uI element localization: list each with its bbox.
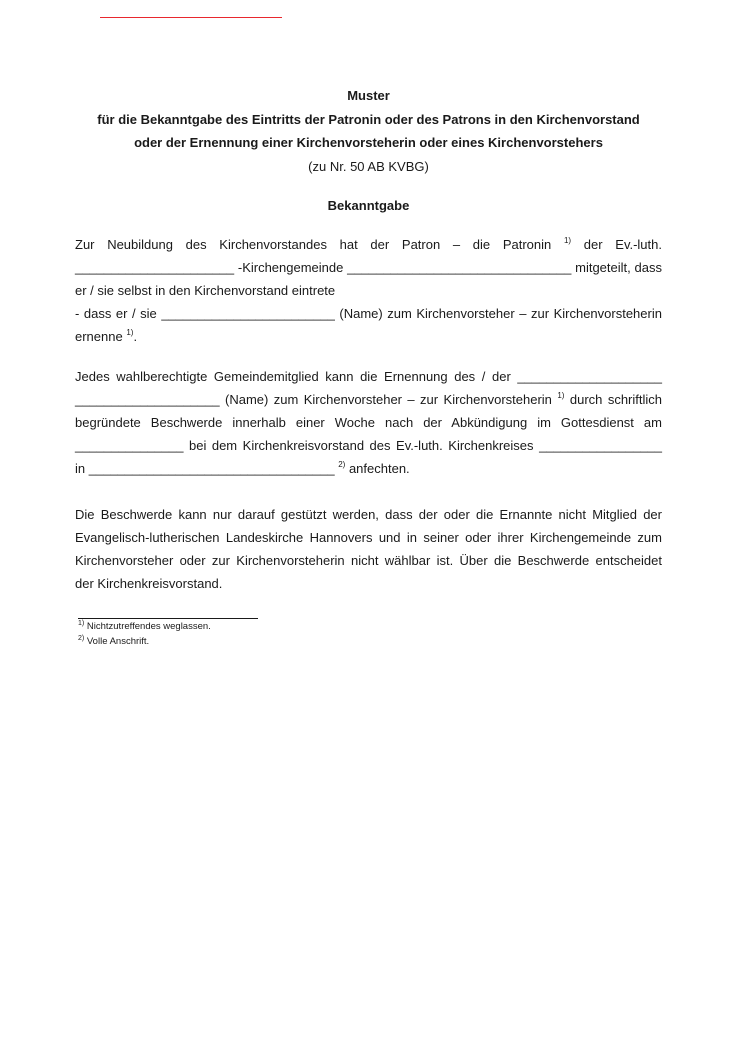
paragraph-3 [75, 503, 662, 595]
p1-line-2: ______________________ -Kirchengemeinde _______________________________ mitgeteilt, dass [75, 260, 662, 275]
blank-field: ____________________ [517, 369, 662, 384]
footnote-ref: 2) [338, 460, 346, 469]
p3-line-2: Evangelisch-lutherischen Landeskirche Hannovers und in seiner oder ihrer Kirchengemeinde zum [75, 530, 662, 545]
blank-field: _________________ [539, 438, 662, 453]
blank-field: ______________________ [75, 260, 235, 275]
p2-line-2: ____________________ (Name) zum Kirchenvorsteher – zur Kirchenvorsteherin $^{1)}$ durch schriftlich [75, 391, 662, 407]
blank-field: _______________________________ [347, 260, 572, 275]
p2-line-1: Jedes wahlberechtigte Gemeindemitglied kann die Ernennung des / der ____________________ [75, 369, 662, 384]
p3-line-3: Kirchenvorsteher oder zur Kirchenvorsteherin nicht wählbar ist. Über die Beschwerde entscheidet [75, 553, 662, 568]
footnote-2: $^{2)}$ Volle Anschrift. [78, 635, 150, 647]
p2-line-3: begründete Beschwerde innerhalb einer Woche nach der Abkündigung im Gottesdienst am [75, 415, 662, 430]
document-title-block [75, 84, 662, 178]
blank-field: ________________________ [161, 306, 335, 321]
p2-line-5: in __________________________________ $^{2)}$ anfechten. [75, 460, 410, 476]
header-accent-rule [100, 17, 282, 18]
p1-line-4: - dass er / sie ________________________ (Name) zum Kirchenvorsteher – zur Kirchenvorsteherin [75, 306, 662, 321]
p1-line-1: Zur Neubildung des Kirchenvorstandes hat der Patron – die Patronin $^{1)}$ der Ev.-luth. [75, 236, 662, 252]
title-muster: Muster [347, 88, 390, 103]
blank-field: __________________________________ [88, 461, 335, 476]
footnote-1: $^{1)}$ Nichtzutreffendes weglassen. [78, 620, 211, 632]
title-reference: (zu Nr. 50 AB KVBG) [308, 158, 429, 174]
footnote-ref: 1) [563, 236, 572, 245]
paragraph-2 [75, 365, 662, 480]
p1-line-3: er / sie selbst in den Kirchenvorstand eintrete [75, 283, 336, 298]
title-line-3: oder der Ernennung einer Kirchenvorsteherin oder eines Kirchenvorstehers [134, 135, 603, 150]
blank-field: ____________________ [75, 392, 220, 407]
footnotes [78, 619, 211, 649]
p3-line-1: Die Beschwerde kann nur darauf gestützt werden, dass der oder die Ernannte nicht Mitglied der [75, 507, 662, 522]
p2-line-4: _______________ bei dem Kirchenkreisvorstand des Ev.-luth. Kirchenkreises _________________ [75, 438, 662, 453]
footnote-ref: 1) [126, 328, 134, 337]
p3-line-4: der Kirchenkreisvorstand. [75, 576, 223, 591]
blank-field: _______________ [75, 438, 184, 453]
paragraph-1 [75, 233, 662, 348]
p1-line-5: ernenne $^{1)}$. [75, 328, 138, 344]
footnote-ref: 1) [557, 391, 565, 400]
title-line-2: für die Bekanntgabe des Eintritts der Patronin oder des Patrons in den Kirchenvorstand [97, 111, 640, 127]
section-heading: Bekanntgabe [327, 198, 410, 213]
